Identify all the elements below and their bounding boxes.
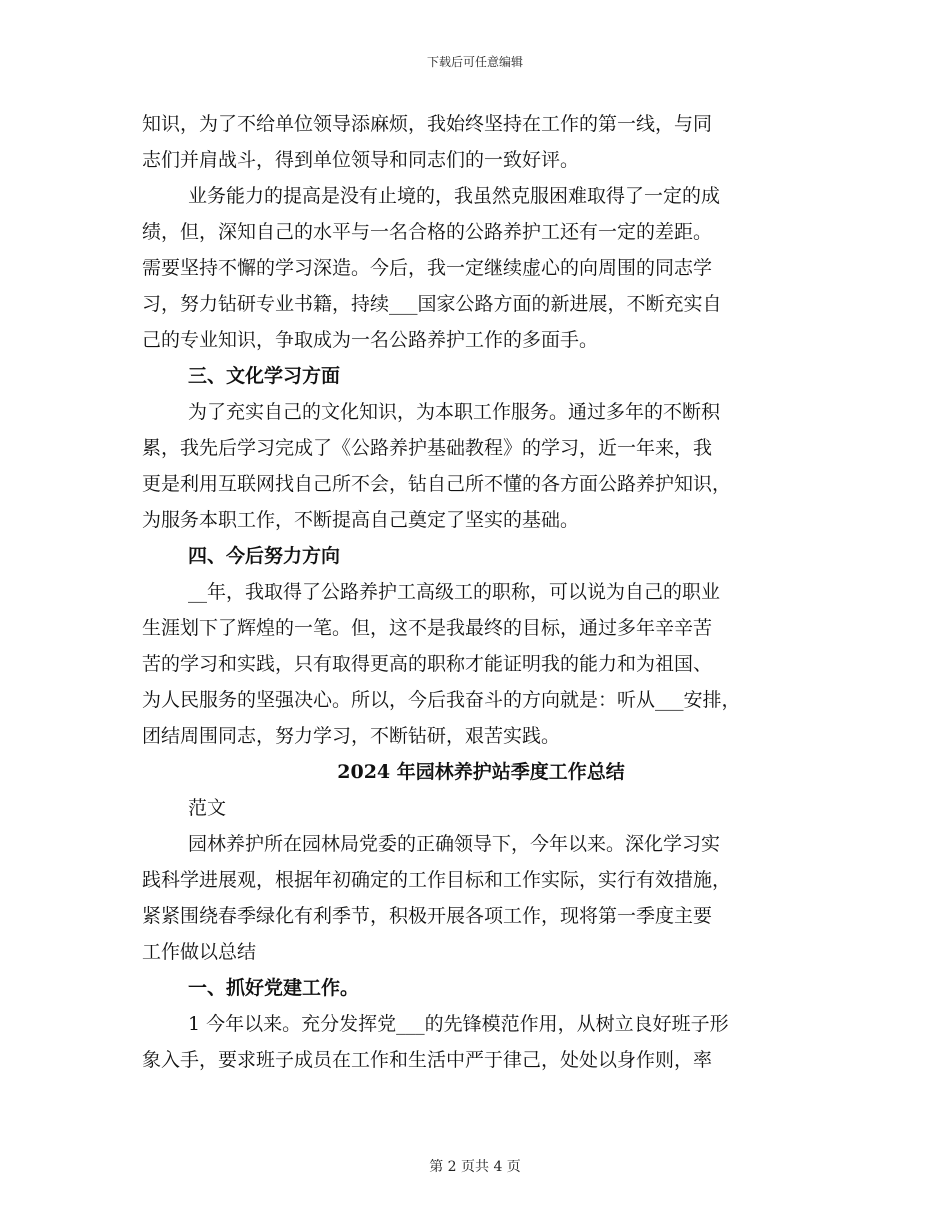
section-heading: 一、抓好党建工作。 (188, 977, 360, 999)
subtitle: 范文 (188, 797, 227, 819)
page-footer: 第 2 页共 4 页 (429, 1159, 521, 1175)
paragraph-start: __年，我取得了公路养护工高级工的职称，可以说为自己的职业 (188, 581, 721, 603)
text-line: 团结周围同志，努力学习，不断钻研，艰苦实践。 (142, 725, 561, 747)
text-line: 绩，但，深知自己的水平与一名合格的公路养护工还有一定的差距。 (142, 221, 713, 243)
paragraph-start: 园林养护所在园林局党委的正确领导下，今年以来。深化学习实 (188, 833, 721, 855)
section-heading: 四、今后努力方向 (188, 545, 341, 567)
section-heading: 三、文化学习方面 (188, 365, 341, 387)
paragraph-start: 业务能力的提高是没有止境的，我虽然克服困难取得了一定的成 (188, 185, 721, 207)
text-line: 工作做以总结 (142, 941, 257, 963)
text-line: 为人民服务的坚强决心。所以，今后我奋斗的方向就是：听从___安排， (142, 689, 741, 711)
page-header: 下载后可任意编辑 (426, 55, 523, 69)
text-line: 苦的学习和实践，只有取得更高的职称才能证明我的能力和为祖国、 (142, 653, 713, 675)
text-line: 己的专业知识，争取成为一名公路养护工作的多面手。 (142, 329, 599, 351)
paragraph-start: 1 今年以来。充分发挥党___的先锋模范作用，从树立良好班子形 (188, 1013, 729, 1035)
text-line: 践科学进展观，根据年初确定的工作目标和工作实际，实行有效措施， (142, 869, 732, 891)
text-line: 知识，为了不给单位领导添麻烦，我始终坚持在工作的第一线，与同 (142, 113, 713, 135)
text-line: 习，努力钻研专业书籍，持续___国家公路方面的新进展，不断充实自 (142, 293, 722, 315)
text-line: 更是利用互联网找自己所不会，钻自己所不懂的各方面公路养护知识， (142, 473, 732, 495)
text-line: 需要坚持不懈的学习深造。今后，我一定继续虚心的向周围的同志学 (142, 257, 713, 279)
text-line: 累，我先后学习完成了《公路养护基础教程》的学习，近一年来，我 (142, 437, 713, 459)
document-body (142, 106, 814, 1078)
text-line: 志们并肩战斗，得到单位领导和同志们的一致好评。 (142, 149, 580, 171)
text-line: 为服务本职工作，不断提高自己奠定了坚实的基础。 (142, 509, 580, 531)
paragraph-start: 为了充实自己的文化知识，为本职工作服务。通过多年的不断积 (188, 401, 721, 423)
document-title: 2024 年园林养护站季度工作总结 (337, 761, 625, 783)
text-line: 生涯划下了辉煌的一笔。但，这不是我最终的目标，通过多年辛辛苦 (142, 617, 713, 639)
text-line: 紧紧围绕春季绿化有利季节，积极开展各项工作，现将第一季度主要 (142, 905, 713, 927)
text-line: 象入手，要求班子成员在工作和生活中严于律己，处处以身作则，率 (142, 1049, 713, 1071)
